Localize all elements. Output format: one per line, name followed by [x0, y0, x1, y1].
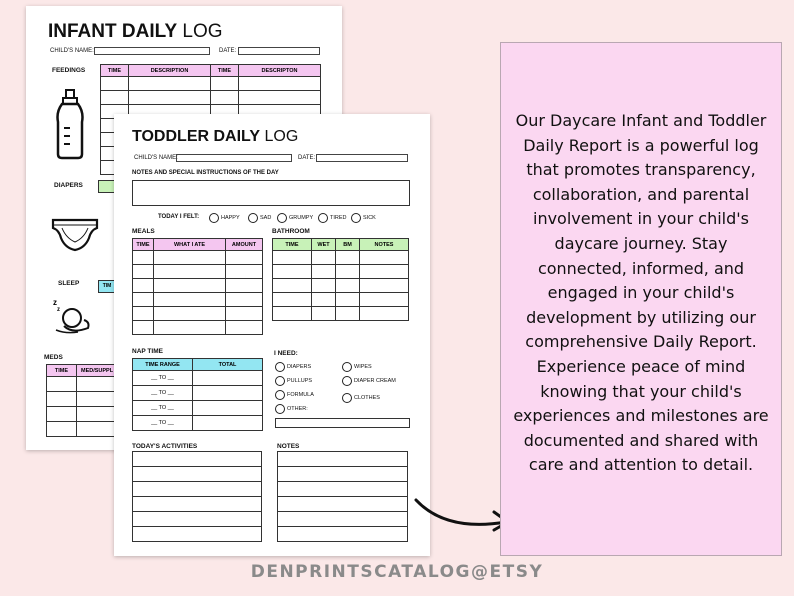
toddler-childs-name-field[interactable]: [176, 154, 292, 162]
need-label-diaper-cream: DIAPER CREAM: [354, 378, 396, 384]
nap-time-label: NAP TIME: [132, 348, 163, 355]
table-row: [133, 386, 263, 401]
bathroom-label: BATHROOM: [272, 228, 310, 235]
description-callout: [500, 42, 782, 556]
table-row: [278, 467, 408, 482]
nap-row-range: __ TO __: [133, 371, 193, 386]
toddler-title-bold: TODDLER DAILY: [132, 128, 261, 145]
infant-feedings-header: DESCRIPTION: [129, 65, 211, 77]
infant-diapers-label: DIAPERS: [54, 182, 83, 189]
infant-date-field[interactable]: [238, 47, 320, 55]
svg-text:z: z: [57, 307, 60, 313]
meals-table: [132, 238, 263, 335]
need-label-clothes: CLOTHES: [354, 395, 380, 401]
bathroom-header: TIME: [273, 239, 312, 251]
table-row: [278, 512, 408, 527]
need-checkbox-formula[interactable]: [275, 390, 285, 400]
table-row: [47, 377, 121, 392]
table-row: [278, 452, 408, 467]
mood-radio-happy[interactable]: [209, 213, 219, 223]
toddler-daily-log-sheet: [114, 114, 430, 556]
infant-feedings-header: DESCRIPTON: [239, 65, 321, 77]
need-label-diapers: DIAPERS: [287, 364, 312, 370]
table-row: [101, 77, 321, 91]
activities-table[interactable]: [132, 451, 262, 542]
table-row: [133, 482, 262, 497]
bathroom-table: [272, 238, 409, 321]
nap-header: TIME RANGE: [133, 359, 193, 371]
table-row: [273, 251, 409, 265]
table-row: [133, 321, 263, 335]
nap-header: TOTAL: [193, 359, 263, 371]
table-row: [273, 279, 409, 293]
need-label-pullups: PULLUPS: [287, 378, 313, 384]
infant-feedings-header: TIME: [211, 65, 239, 77]
toddler-title: [132, 128, 298, 146]
table-row: [133, 279, 263, 293]
infant-meds-table: [46, 364, 121, 437]
mood-label-sad: SAD: [260, 215, 272, 221]
infant-meds-header: MED/SUPPL: [77, 365, 121, 377]
table-row: [47, 392, 121, 407]
toddler-notes-instructions-label: NOTES AND SPECIAL INSTRUCTIONS OF THE DAY: [132, 170, 279, 176]
table-row: [133, 512, 262, 527]
infant-feedings-label: FEEDINGS: [52, 67, 86, 74]
infant-title-light: LOG: [182, 21, 223, 42]
need-checkbox-diapers[interactable]: [275, 362, 285, 372]
toddler-date-label: DATE:: [298, 155, 316, 161]
table-row: [133, 467, 262, 482]
infant-meds-label: MEDS: [44, 354, 63, 361]
activities-label: TODAY'S ACTIVITIES: [132, 443, 198, 450]
nap-row-range: __ TO __: [133, 416, 193, 431]
table-row: [133, 527, 262, 542]
table-row: [101, 91, 321, 105]
infant-sleep-header-cell: TIM: [98, 280, 116, 293]
today-i-felt-label: TODAY I FELT:: [158, 214, 200, 220]
need-other-field[interactable]: [275, 418, 410, 428]
table-row: [133, 265, 263, 279]
need-checkbox-other[interactable]: [275, 404, 285, 414]
toddler-title-light: LOG: [264, 128, 299, 145]
table-row: [278, 527, 408, 542]
bathroom-header: BM: [336, 239, 360, 251]
notes-table[interactable]: [277, 451, 408, 542]
table-row: [133, 401, 263, 416]
svg-text:z: z: [53, 298, 57, 307]
infant-title-bold: INFANT DAILY: [48, 21, 178, 42]
infant-meds-header: TIME: [47, 365, 77, 377]
table-row: [133, 371, 263, 386]
table-row: [273, 307, 409, 321]
description-text: Our Daycare Infant and Toddler Daily Report is a powerful log that promotes transparency, collaboration, and parental involvement in your child's daycare journey. Stay connected, informed, and engaged in your child's development by utilizing our comprehensive Daily Report. Experience peace of mind knowing that your child's experiences and milestones are documented and shared with care and attention to detail.: [513, 111, 769, 475]
i-need-label: I NEED:: [274, 350, 298, 357]
toddler-notes-instructions-box[interactable]: [132, 180, 410, 206]
table-row: [47, 422, 121, 437]
notes-label: NOTES: [277, 443, 300, 450]
meals-header: TIME: [133, 239, 154, 251]
need-label-other: OTHER:: [287, 406, 308, 412]
infant-feedings-header: TIME: [101, 65, 129, 77]
mood-label-tired: TIRED: [330, 215, 347, 221]
need-checkbox-pullups[interactable]: [275, 376, 285, 386]
mood-radio-tired[interactable]: [318, 213, 328, 223]
table-row: [133, 452, 262, 467]
table-row: [133, 251, 263, 265]
table-row: [133, 307, 263, 321]
toddler-date-field[interactable]: [316, 154, 408, 162]
nap-time-table: [132, 358, 263, 431]
table-row: [273, 293, 409, 307]
mood-label-sick: SICK: [363, 215, 376, 221]
need-label-formula: FORMULA: [287, 392, 314, 398]
mood-label-grumpy: GRUMPY: [289, 215, 314, 221]
infant-title: [48, 21, 223, 43]
table-row: [133, 497, 262, 512]
table-row: [47, 407, 121, 422]
nap-row-range: __ TO __: [133, 386, 193, 401]
need-checkbox-wipes[interactable]: [342, 362, 352, 372]
baby-bottle-icon: [52, 88, 88, 160]
table-row: [278, 482, 408, 497]
mood-radio-sad[interactable]: [248, 213, 258, 223]
table-row: [133, 293, 263, 307]
diaper-icon: [50, 216, 100, 252]
sleeping-baby-icon: [50, 296, 94, 336]
bathroom-header: NOTES: [360, 239, 409, 251]
mood-radio-sick[interactable]: [351, 213, 361, 223]
table-row: [273, 265, 409, 279]
meals-label: MEALS: [132, 228, 155, 235]
infant-sleep-label: SLEEP: [58, 280, 80, 287]
need-checkbox-diaper-cream[interactable]: [342, 376, 352, 386]
table-row: [133, 416, 263, 431]
infant-date-label: DATE:: [219, 48, 237, 54]
need-checkbox-clothes[interactable]: [342, 393, 352, 403]
shop-watermark: DENPRINTSCATALOG@ETSY: [250, 562, 544, 582]
meals-header: WHAT I ATE: [154, 239, 226, 251]
mood-radio-grumpy[interactable]: [277, 213, 287, 223]
toddler-childs-name-label: CHILD'S NAME:: [134, 155, 178, 161]
table-row: [278, 497, 408, 512]
infant-childs-name-field[interactable]: [94, 47, 210, 55]
need-label-wipes: WIPES: [354, 364, 372, 370]
mood-label-happy: HAPPY: [221, 215, 240, 221]
infant-childs-name-label: CHILD'S NAME:: [50, 48, 94, 54]
bathroom-header: WET: [312, 239, 336, 251]
nap-row-range: __ TO __: [133, 401, 193, 416]
meals-header: AMOUNT: [226, 239, 263, 251]
